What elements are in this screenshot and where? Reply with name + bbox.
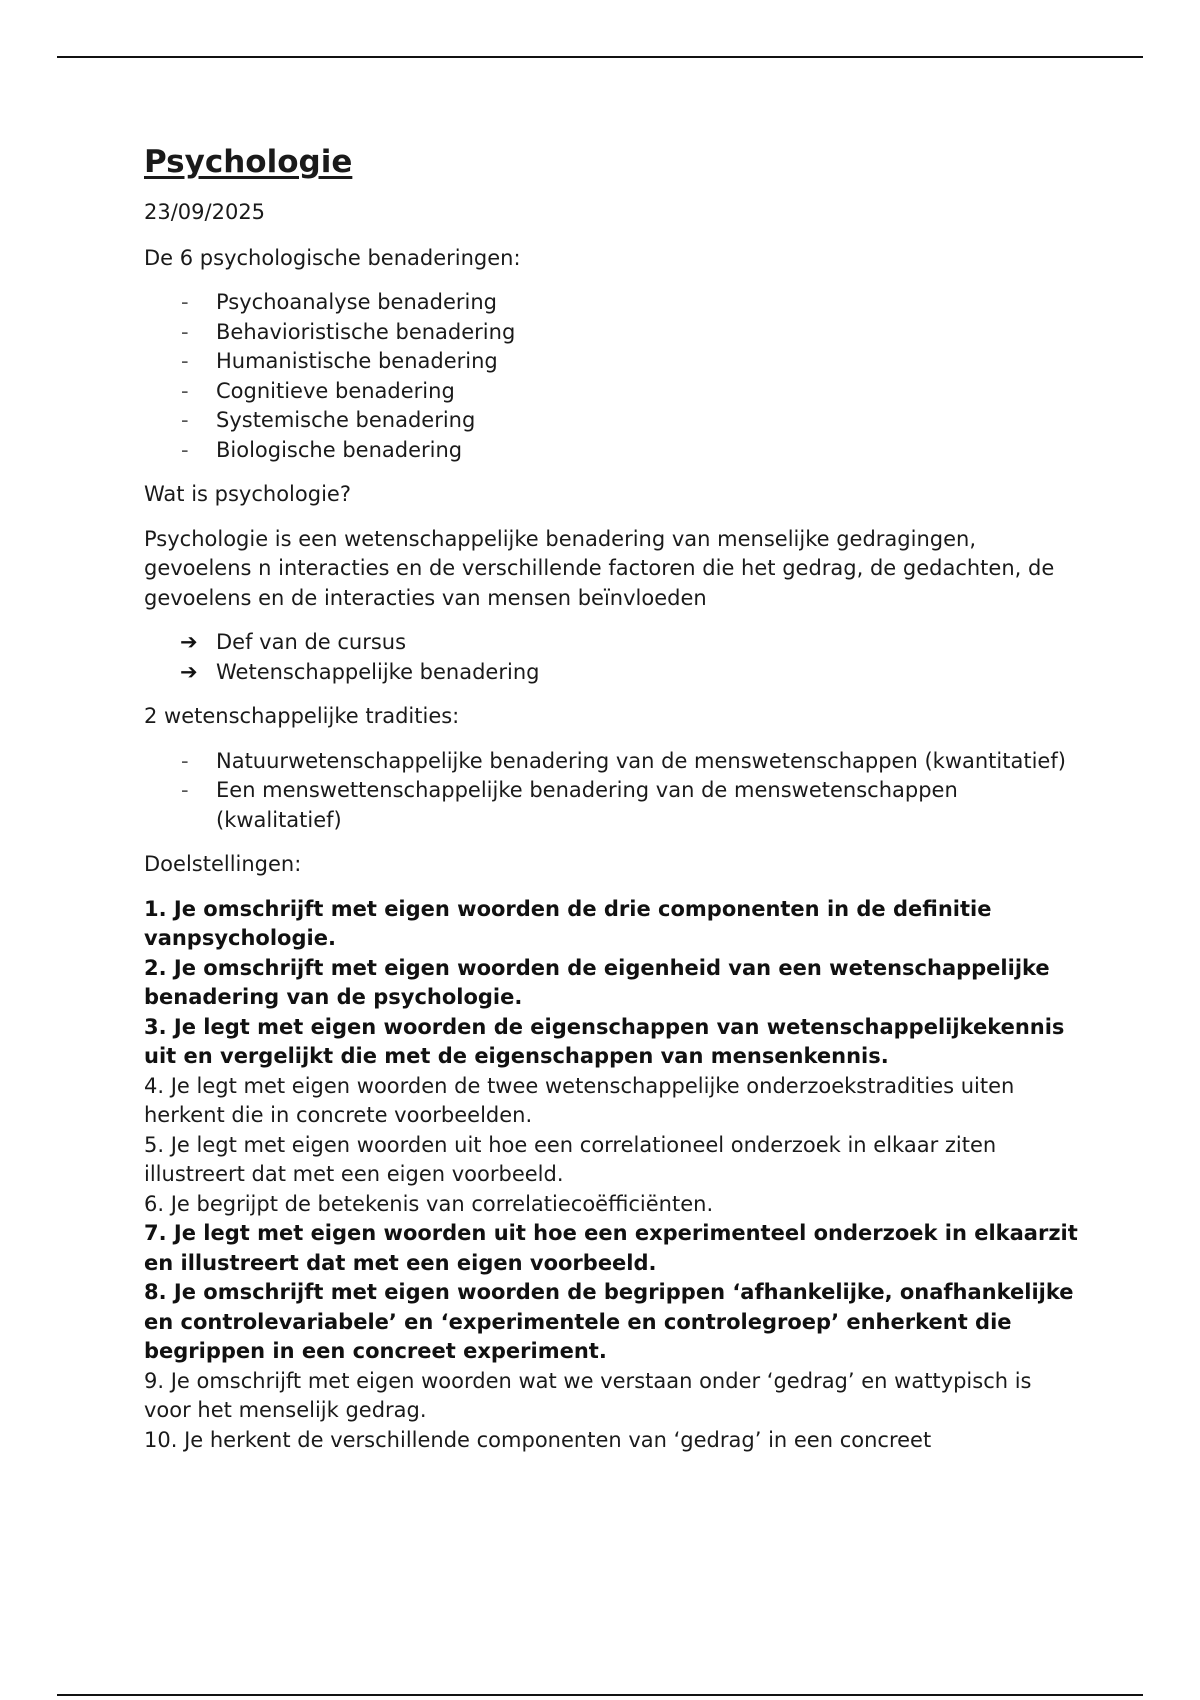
list-item-text: Cognitieve benadering xyxy=(216,378,455,403)
dash-bullet: - xyxy=(181,437,189,462)
objective-item: 9. Je omschrijft met eigen woorden wat we verstaan onder ‘gedrag’ en wattypisch is voor het menselijk gedrag. xyxy=(144,1368,1032,1422)
dash-bullet: - xyxy=(181,290,189,314)
definition-text: Psychologie is een wetenschappelijke benadering van menselijke gedragingen, gevoelens n interacties en de verschillende factoren die het gedrag, de gedachten, de gevoelens en de interacties van mensen beïnvloeden xyxy=(144,526,1055,610)
list-item-text: Systemische benadering xyxy=(216,408,476,432)
objective-item: 5. Je legt met eigen woorden uit hoe een correlationeel onderzoek in elkaar ziten illustreert dat met een eigen voorbeeld. xyxy=(144,1132,997,1186)
list-item xyxy=(144,776,1084,835)
header-rule xyxy=(57,56,1143,58)
dash-bullet: - xyxy=(181,408,189,432)
page-title: Psychologie xyxy=(144,144,353,180)
objective-item: 8. Je omschrijft met eigen woorden de begrippen ‘afhankelijke, onafhankelijke en controlevariabele’ en ‘experimentele en controlegroep’ enherkent die begrippen in een concreet experiment. xyxy=(144,1280,1074,1363)
list-item xyxy=(144,347,1084,377)
list-item-text: Een menswettenschappelijke benadering van de menswetenschappen (kwalitatief) xyxy=(216,778,958,832)
list-item-text: Wetenschappelijke benadering xyxy=(216,659,540,684)
dash-bullet: - xyxy=(181,778,189,802)
list-item xyxy=(144,318,1084,348)
document-body xyxy=(144,138,1084,1455)
dash-bullet: - xyxy=(181,378,189,403)
objective-item: 10. Je herkent de verschillende componenten van ‘gedrag’ in een concreet xyxy=(144,1427,932,1452)
dash-bullet: - xyxy=(181,748,189,773)
list-item xyxy=(144,628,1084,658)
list-item-text: Behavioristische benadering xyxy=(216,319,516,344)
list-item-text: Psychoanalyse benadering xyxy=(216,290,497,314)
objectives-heading: Doelstellingen: xyxy=(144,852,302,876)
objective-item: 2. Je omschrijft met eigen woorden de eigenheid van een wetenschappelijke benadering van de psychologie. xyxy=(144,955,1050,1009)
list-item-text: Natuurwetenschappelijke benadering van de menswetenschappen (kwantitatief) xyxy=(216,748,1066,773)
list-item-text: Biologische benadering xyxy=(216,437,463,462)
list-item xyxy=(144,747,1084,777)
objectives-list xyxy=(144,895,1084,1456)
objective-item: 4. Je legt met eigen woorden de twee wetenschappelijke onderzoekstradities uiten herkent die in concrete voorbeelden. xyxy=(144,1073,1015,1127)
objective-item: 1. Je omschrijft met eigen woorden de drie componenten in de definitie vanpsychologie. xyxy=(144,896,992,950)
traditions-heading: 2 wetenschappelijke tradities: xyxy=(144,704,460,728)
list-item xyxy=(144,288,1084,318)
traditions-list xyxy=(144,747,1084,836)
objective-item: 3. Je legt met eigen woorden de eigenschappen van wetenschappelijkekennis uit en vergelijkt die met de eigenschappen van mensenkennis. xyxy=(144,1014,1065,1068)
list-item xyxy=(144,658,1084,688)
arrow-right-icon: ➔ xyxy=(180,659,198,684)
list-item xyxy=(144,377,1084,407)
definition-arrow-list xyxy=(144,628,1084,687)
objective-item: 6. Je begrijpt de betekenis van correlatiecoëfficiënten. xyxy=(144,1191,714,1216)
objective-item: 7. Je legt met eigen woorden uit hoe een experimenteel onderzoek in elkaarzit en illustreert dat met een eigen voorbeeld. xyxy=(144,1221,1078,1275)
approaches-list xyxy=(144,288,1084,465)
list-item xyxy=(144,406,1084,436)
definition-question: Wat is psychologie? xyxy=(144,482,351,506)
dash-bullet: - xyxy=(181,319,189,344)
footer-rule xyxy=(57,1694,1143,1696)
list-item xyxy=(144,436,1084,466)
arrow-right-icon: ➔ xyxy=(180,630,198,654)
dash-bullet: - xyxy=(181,349,189,373)
list-item-text: Def van de cursus xyxy=(216,630,407,654)
approaches-heading: De 6 psychologische benaderingen: xyxy=(144,245,521,270)
document-date: 23/09/2025 xyxy=(144,200,266,224)
list-item-text: Humanistische benadering xyxy=(216,349,498,373)
